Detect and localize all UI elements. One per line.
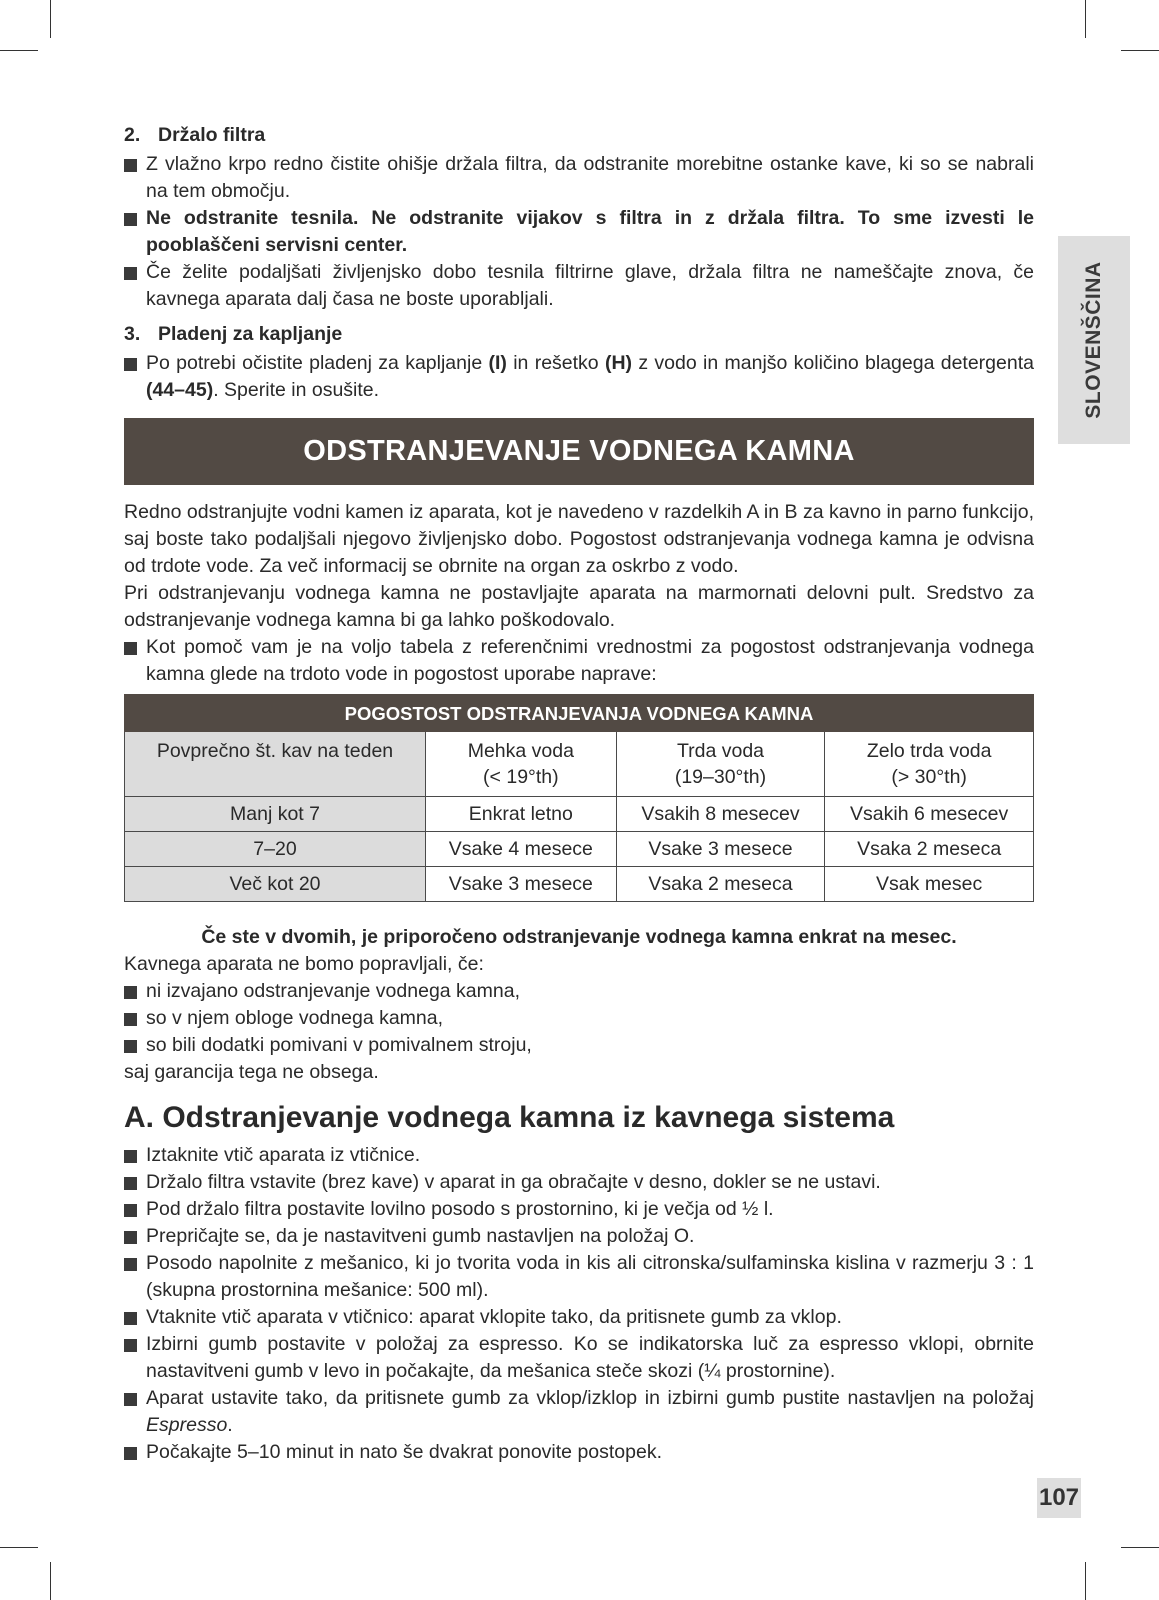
table-cell: Enkrat letno <box>426 797 617 832</box>
bullet-square-icon <box>124 1312 137 1325</box>
header-cell: Trda voda (19–30°th) <box>616 732 825 797</box>
list-item: ni izvajano odstranjevanje vodnega kamna, <box>124 978 1034 1005</box>
bullet-square-icon <box>124 986 137 999</box>
language-side-tab <box>1058 236 1130 444</box>
page-number: 107 <box>1037 1478 1081 1518</box>
bullet-square-icon <box>124 642 137 655</box>
list-item: Z vlažno krpo redno čistite ohišje držala filtra, da odstranite morebitne ostanke kave, ki so se nabrali na tem območju. <box>124 151 1034 205</box>
crop-mark <box>50 0 51 38</box>
table-header-row <box>125 732 1034 797</box>
list-item: Izbirni gumb postavite v položaj za espresso. Ko se indikatorska luč za espresso vklopi, obrnite nastavitveni gumb v levo in počakajte, da mešanica steče skozi (¼ prostornine). <box>124 1331 1034 1385</box>
page-content <box>124 118 1034 1466</box>
warranty-lead: Kavnega aparata ne bomo popravljali, če: <box>124 953 484 975</box>
bullet-square-icon <box>124 1204 137 1217</box>
intro-paragraph: Pri odstranjevanju vodnega kamna ne postavljajte aparata na marmornati delovni pult. Sredstvo za odstranjevanje vodnega kamna bi ga lahko poškodovalo. <box>124 582 1034 631</box>
section-3-heading <box>124 321 1034 348</box>
bullet-square-icon <box>124 1231 137 1244</box>
section-title: Pladenj za kapljanje <box>158 323 343 345</box>
recommendation-note: Če ste v dvomih, je priporočeno odstranjevanje vodnega kamna enkrat na mesec. <box>201 926 957 948</box>
bullet-square-icon <box>124 1150 137 1163</box>
list-item: Držalo filtra vstavite (brez kave) v aparat in ga obračajte v desno, dokler se ne ustavi. <box>124 1169 1034 1196</box>
list-item: so v njem obloge vodnega kamna, <box>124 1005 1034 1032</box>
bullet-square-icon <box>124 213 137 226</box>
list-item: Iztaknite vtič aparata iz vtičnice. <box>124 1142 1034 1169</box>
list-item: Posodo napolnite z mešanico, ki jo tvorita voda in kis ali citronska/sulfaminska kislina v razmerju 3 : 1 (skupna prostornina mešanice: 500 ml). <box>124 1250 1034 1304</box>
header-cell: Mehka voda (< 19°th) <box>426 732 617 797</box>
list-item: Vtaknite vtič aparata v vtičnico: aparat vklopite tako, da pritisnete gumb za vklop. <box>124 1304 1034 1331</box>
table-caption: POGOSTOST ODSTRANJEVANJA VODNEGA KAMNA <box>125 695 1034 732</box>
row-header-cell: Več kot 20 <box>125 867 426 902</box>
table-cell: Vsak mesec <box>825 867 1034 902</box>
list-item: Po potrebi očistite pladenj za kapljanje (I) in rešetko (H) z vodo in manjšo količino blagega detergenta (44–45). Sperite in osušite. <box>124 350 1034 404</box>
bullet-square-icon <box>124 1258 137 1271</box>
crop-mark <box>1121 1547 1159 1548</box>
bullet-square-icon <box>124 267 137 280</box>
row-header-cell: Manj kot 7 <box>125 797 426 832</box>
table-cell: Vsake 4 mesece <box>426 832 617 867</box>
section-banner: ODSTRANJEVANJE VODNEGA KAMNA <box>124 418 1034 485</box>
list-item: Kot pomoč vam je na voljo tabela z referenčnimi vrednostmi za pogostost odstranjevanja vodnega kamna glede na trdoto vode in pogostost uporabe naprave: <box>124 634 1034 688</box>
header-cell: Povprečno št. kav na teden <box>125 732 426 797</box>
list-item: Ne odstranite tesnila. Ne odstranite vijakov s filtra in z držala filtra. To sme izvesti le pooblaščeni servisni center. <box>124 205 1034 259</box>
section-number: 3. <box>124 323 141 345</box>
list-item: Aparat ustavite tako, da pritisnete gumb za vklop/izklop in izbirni gumb pustite nastavljen na položaj Espresso. <box>124 1385 1034 1439</box>
language-label: SLOVENŠČINA <box>1082 261 1105 419</box>
section-a-heading: A. Odstranjevanje vodnega kamna iz kavnega sistema <box>124 1101 895 1134</box>
header-cell: Zelo trda voda (> 30°th) <box>825 732 1034 797</box>
crop-mark <box>50 1562 51 1600</box>
warranty-tail: saj garancija tega ne obsega. <box>124 1061 379 1083</box>
bullet-square-icon <box>124 1447 137 1460</box>
row-header-cell: 7–20 <box>125 832 426 867</box>
table-cell: Vsake 3 mesece <box>616 832 825 867</box>
bullet-square-icon <box>124 358 137 371</box>
list-item: Počakajte 5–10 minut in nato še dvakrat ponovite postopek. <box>124 1439 1034 1466</box>
descaling-frequency-table <box>124 694 1034 902</box>
list-item: Če želite podaljšati življenjsko dobo tesnila filtrirne glave, držala filtra ne nameščajte znova, če kavnega aparata dalj časa ne boste uporabljali. <box>124 259 1034 313</box>
bullet-square-icon <box>124 1393 137 1406</box>
crop-mark <box>1085 1562 1086 1600</box>
crop-mark <box>0 1547 38 1548</box>
table-row <box>125 867 1034 902</box>
list-item: Pod držalo filtra postavite lovilno posodo s prostornino, ki je večja od ½ l. <box>124 1196 1034 1223</box>
bullet-square-icon <box>124 1339 137 1352</box>
crop-mark <box>1085 0 1086 38</box>
crop-mark <box>0 50 38 51</box>
section-2-heading <box>124 122 1034 149</box>
table-cell: Vsakih 8 mesecev <box>616 797 825 832</box>
bullet-square-icon <box>124 159 137 172</box>
table-row <box>125 797 1034 832</box>
list-item: so bili dodatki pomivani v pomivalnem stroju, <box>124 1032 1034 1059</box>
bullet-square-icon <box>124 1177 137 1190</box>
table-cell: Vsaka 2 meseca <box>825 832 1034 867</box>
bullet-square-icon <box>124 1040 137 1053</box>
table-cell: Vsakih 6 mesecev <box>825 797 1034 832</box>
table-row <box>125 832 1034 867</box>
section-number: 2. <box>124 124 141 146</box>
intro-paragraph: Redno odstranjujte vodni kamen iz aparata, kot je navedeno v razdelkih A in B za kavno in parno funkcijo, saj boste tako podaljšali njegovo življenjsko dobo. Pogostost odstranjevanja vodnega kamna je odvisna od trdote vode. Za več informacij se obrnite na organ za oskrbo z vodo. <box>124 501 1034 577</box>
table-cell: Vsaka 2 meseca <box>616 867 825 902</box>
table-cell: Vsake 3 mesece <box>426 867 617 902</box>
bullet-square-icon <box>124 1013 137 1026</box>
list-item: Prepričajte se, da je nastavitveni gumb nastavljen na položaj O. <box>124 1223 1034 1250</box>
section-title: Držalo filtra <box>158 124 266 146</box>
crop-mark <box>1121 50 1159 51</box>
